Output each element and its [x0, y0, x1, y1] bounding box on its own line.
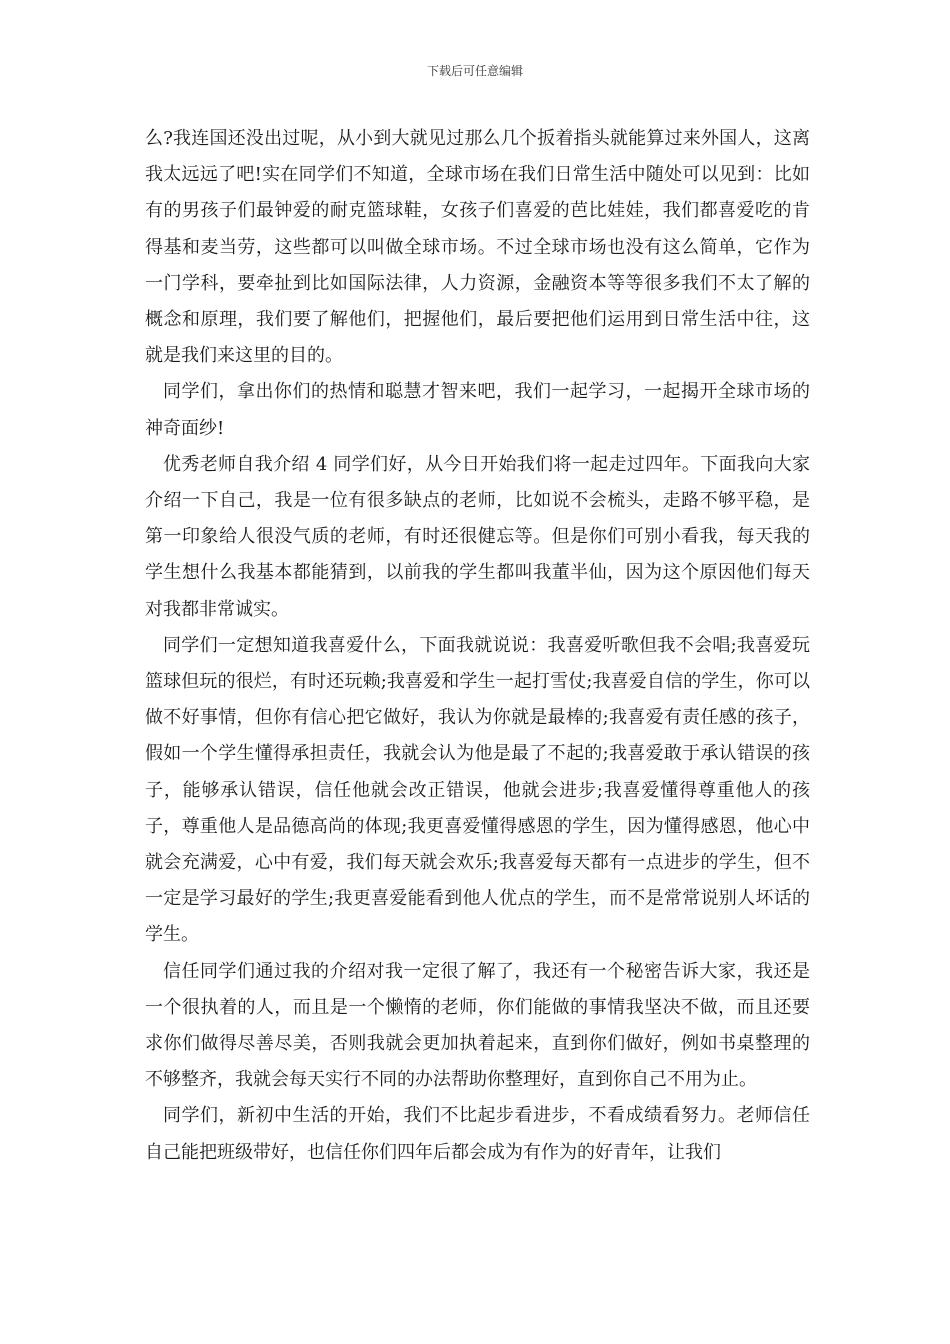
paragraph-4: 同学们一定想知道我喜爱什么，下面我就说说：我喜爱听歌但我不会唱;我喜爱玩篮球但玩的很烂，有时还玩赖;我喜爱和学生一起打雪仗;我喜爱自信的学生，你可以做不好事情，但你有信心把它做好，我认为你就是最棒的;我喜爱有责任感的孩子，假如一个学生懂得承担责任，我就会认为他是最了不起的;我喜爱敢于承认错误的孩子，能够承认错误，信任他就会改正错误，他就会进步;我喜爱懂得尊重他人的孩子，尊重他人是品德高尚的体现;我更喜爱懂得感恩的学生，因为懂得感恩，他心中就会充满爱，心中有爱，我们每天就会欢乐;我喜爱每天都有一点进步的学生，但不一定是学习最好的学生;我更喜爱能看到他人优点的学生，而不是常常说别人坏话的学生。 [145, 634, 810, 946]
paragraph-2: 同学们，拿出你们的热情和聪慧才智来吧，我们一起学习，一起揭开全球市场的神奇面纱! [145, 381, 810, 439]
paragraph-3: 优秀老师自我介绍 4 同学们好，从今日开始我们将一起走过四年。下面我向大家介绍一下自己，我是一位有很多缺点的老师，比如说不会梳头，走路不够平稳，是第一印象给人很没气质的老师，有时还很健忘等。但是你们可别小看我，每天我的学生想什么我基本都能猜到，以前我的学生都叫我董半仙，因为这个原因他们每天对我都非常诚实。 [145, 453, 810, 620]
document-body [145, 121, 810, 1171]
paragraph-5: 信任同学们通过我的介绍对我一定很了解了，我还有一个秘密告诉大家，我还是一个很执着的人，而且是一个懒惰的老师，你们能做的事情我坚决不做，而且还要求你们做得尽善尽美，否则我就会更加执着起来，直到你们做好，例如书桌整理的不够整齐，我就会每天实行不同的办法帮助你整理好，直到你自己不用为止。 [145, 960, 810, 1091]
paragraph-1: 么?我连国还没出过呢，从小到大就见过那么几个扳着指头就能算过来外国人，这离我太远远了吧!实在同学们不知道，全球市场在我们日常生活中随处可以见到：比如有的男孩子们最钟爱的耐克篮球鞋，女孩子们喜爱的芭比娃娃，我们都喜爱吃的肯得基和麦当劳，这些都可以叫做全球市场。不过全球市场也没有这么简单，它作为一门学科，要牵扯到比如国际法律，人力资源，金融资本等等很多我们不太了解的概念和原理，我们要了解他们，把握他们，最后要把他们运用到日常生活中往，这就是我们来这里的目的。 [145, 128, 810, 367]
paragraph-6: 同学们，新初中生活的开始，我们不比起步看进步，不看成绩看努力。老师信任自己能把班级带好，也信任你们四年后都会成为有作为的好青年，让我们 [145, 1105, 810, 1163]
page-header: 下载后可任意编辑 [426, 64, 523, 78]
